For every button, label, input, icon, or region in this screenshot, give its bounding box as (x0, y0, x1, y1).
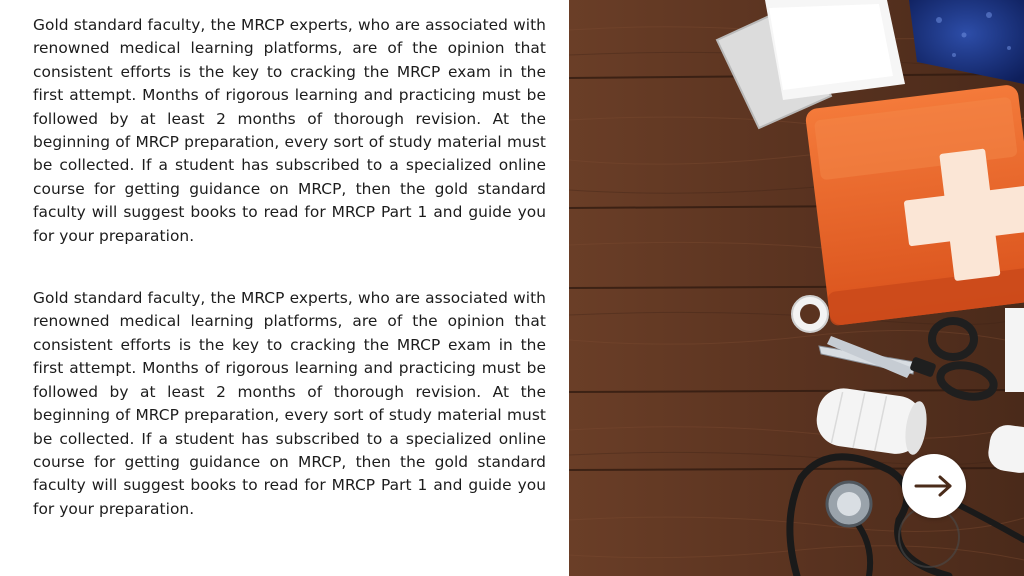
arrow-right-icon (914, 475, 954, 497)
next-button[interactable] (902, 454, 966, 518)
first-aid-kit-icon (805, 84, 1024, 326)
text-column (33, 14, 546, 521)
body-paragraph: Gold standard faculty, the MRCP experts, who are associated with renowned medical learning platforms, are of the opinion that consistent efforts is the key to cracking the MRCP exam in the first attempt. Months of rigorous learning and practicing must be followed by at least 2 months of thorough revision. At the beginning of MRCP preparation, every sort of study material must be collected. If a student has subscribed to a specialized online course for getting guidance on MRCP, then the gold standard faculty will suggest books to read for MRCP Part 1 and guide you for your preparation. (33, 289, 546, 518)
body-paragraph: Gold standard faculty, the MRCP experts, who are associated with renowned medical learning platforms, are of the opinion that consistent efforts is the key to cracking the MRCP exam in the first attempt. Months of rigorous learning and practicing must be followed by at least 2 months of thorough revision. At the beginning of MRCP preparation, every sort of study material must be collected. If a student has subscribed to a specialized online course for getting guidance on MRCP, then the gold standard faculty will suggest books to read for MRCP Part 1 and guide you for your preparation. (33, 16, 546, 245)
tape-roll (792, 296, 828, 332)
